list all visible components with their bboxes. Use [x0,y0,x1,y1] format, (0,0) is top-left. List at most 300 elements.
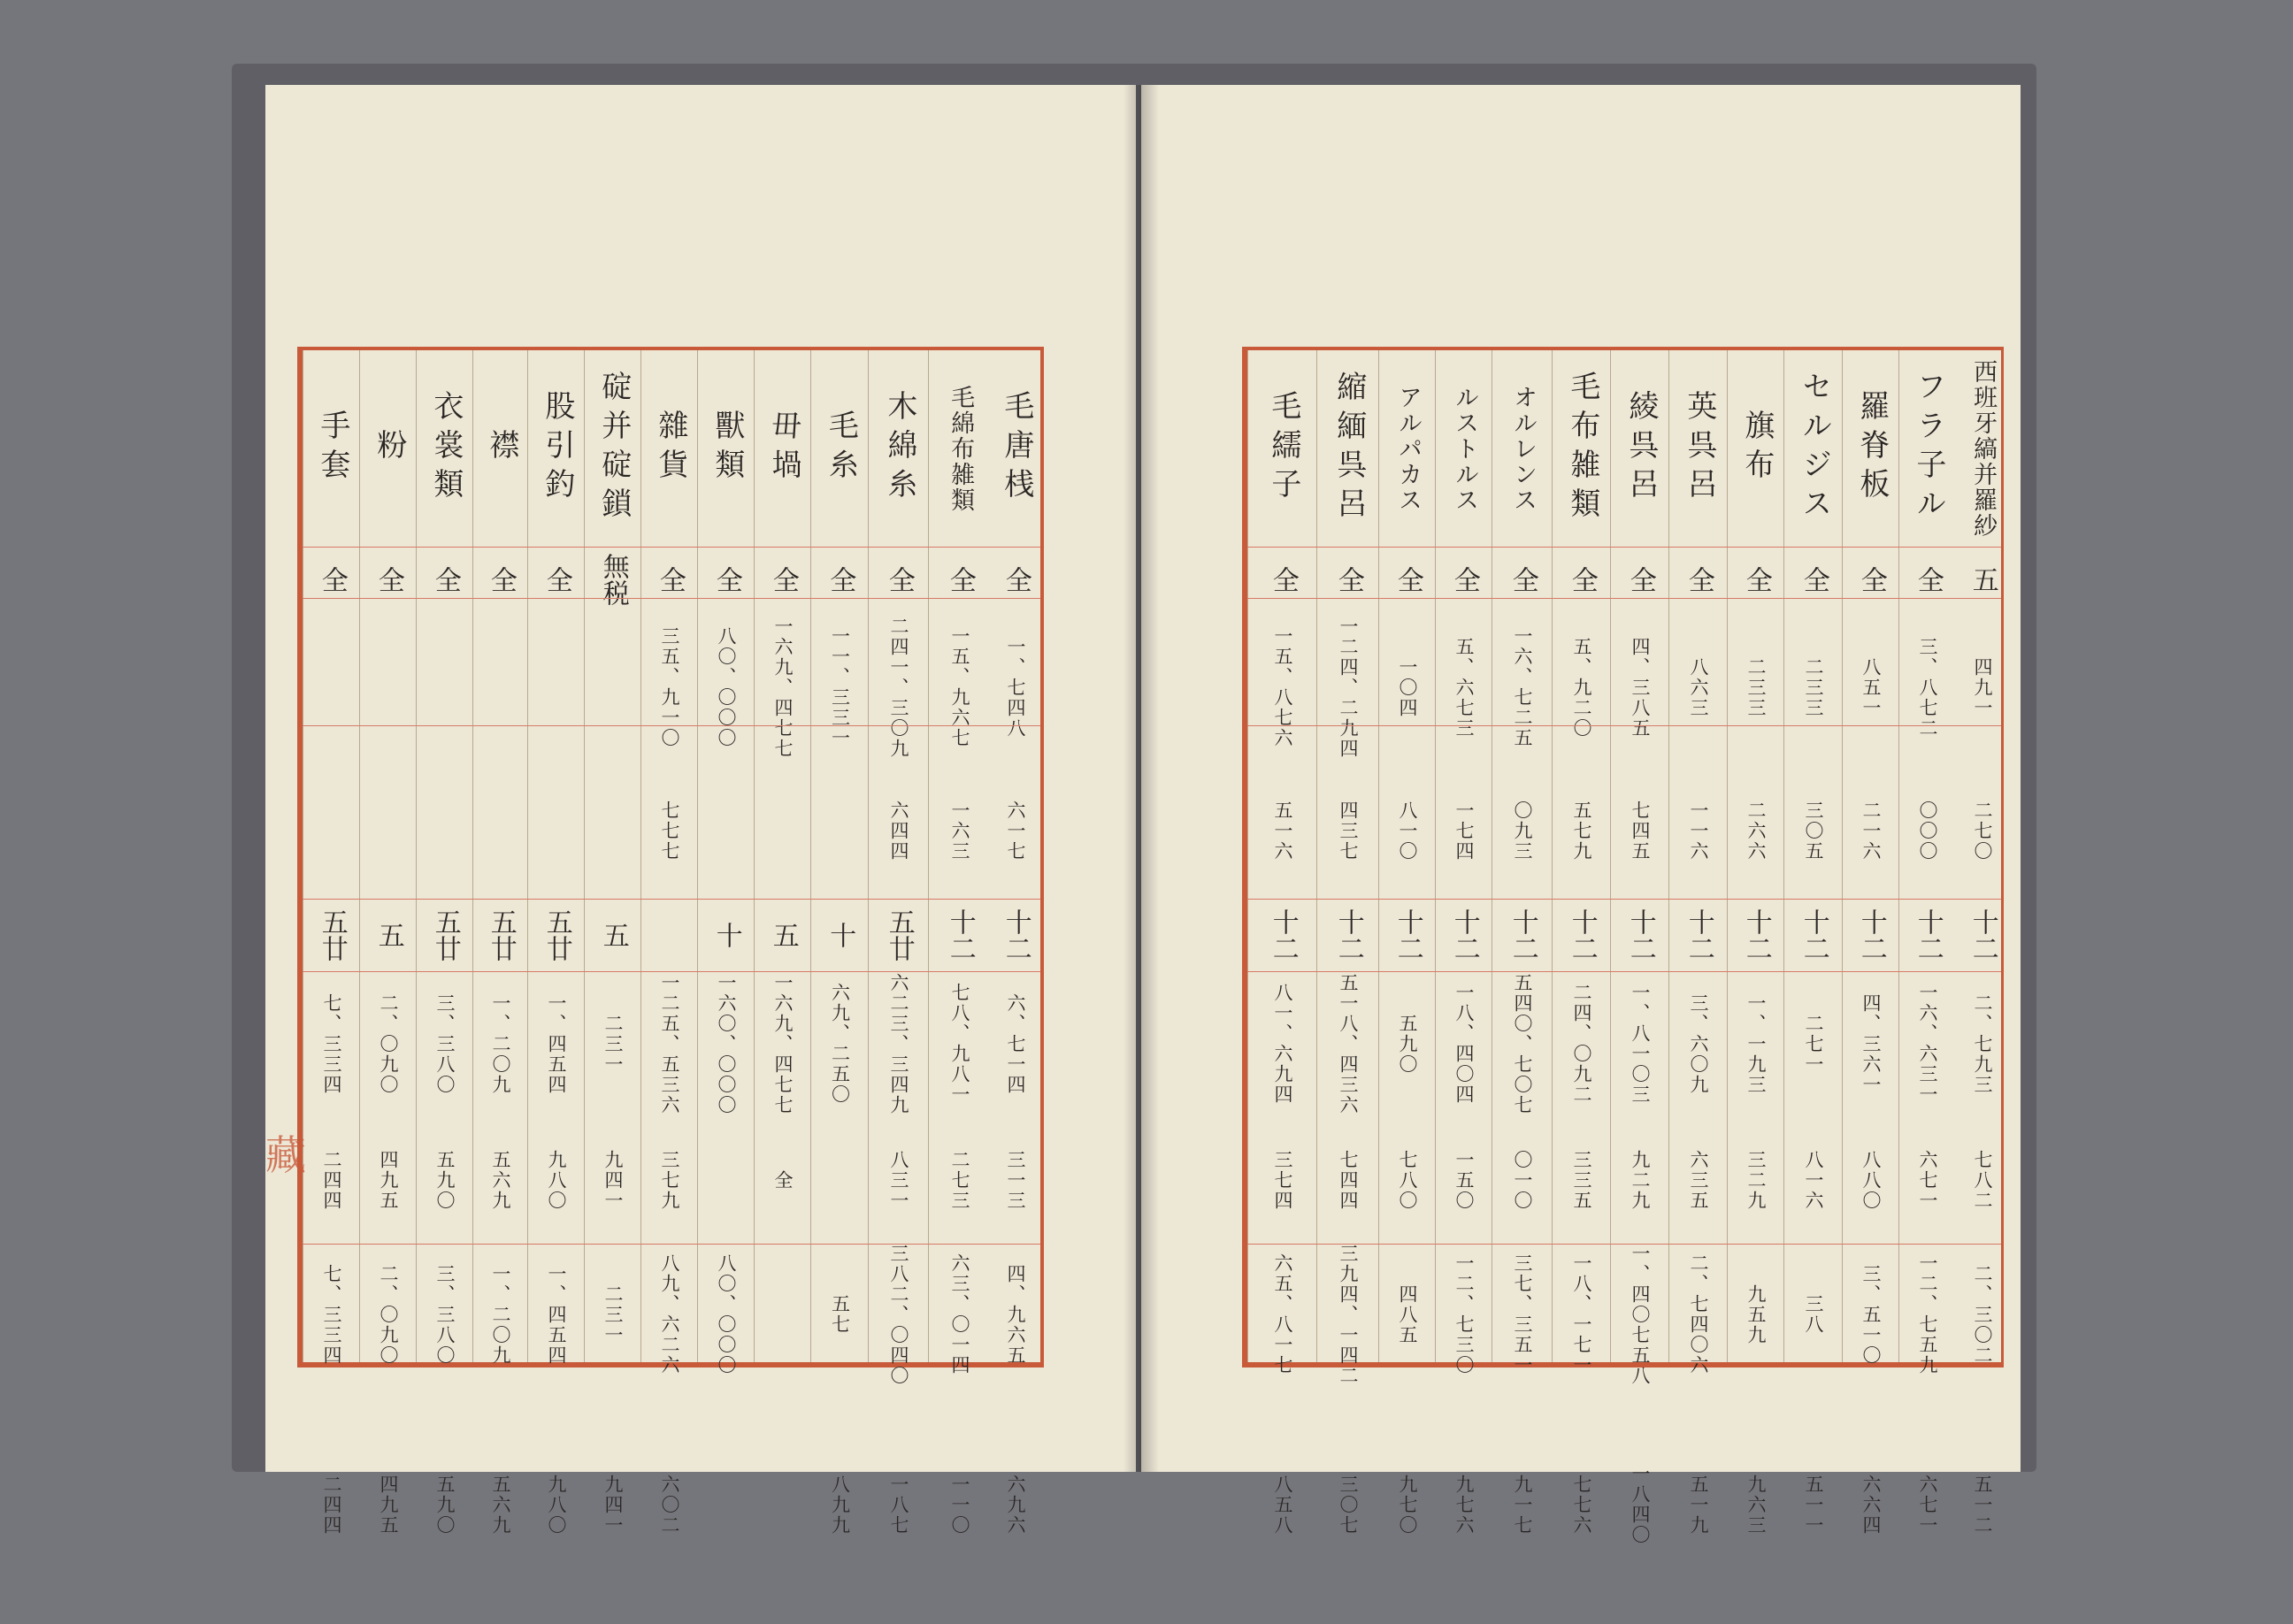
item-name [585,350,641,547]
value-cell [303,1244,360,1385]
value-cell [755,971,811,1116]
value-cell [929,1116,991,1244]
table-column [1378,350,1436,1536]
v4-text: 八一六 [1803,1149,1825,1211]
unit-text: 十二 [1912,908,1944,961]
unit-text: 五 [597,922,629,948]
v4-text: 三七四 [1272,1149,1294,1211]
book-gutter [1123,85,1159,1472]
v5-text: 三八二、〇四〇 [888,1243,910,1386]
v2-text: 〇〇〇 [1917,800,1939,862]
value-cell [1728,762,1784,899]
value-cell [811,762,869,899]
v4-text: 三一三 [1005,1149,1027,1211]
v2-text: 〇九三 [1512,800,1534,862]
name-text: ルストルス [1451,384,1479,513]
value-cell [1379,1244,1436,1385]
mark-text: 全 [1332,566,1364,593]
name-text: 縮緬呉呂 [1331,371,1367,526]
duty-mark [585,547,641,612]
v1-text: 二三三 [1803,656,1825,718]
v6-text: 五一九 [1688,1474,1710,1536]
v5-text: 一、四五四 [546,1263,568,1366]
v4-text: 二四四 [321,1149,343,1211]
duty-mark [303,547,360,612]
value-cell [1784,1385,1843,1624]
unit-text: 十二 [1000,908,1031,961]
name-text: 毛唐桟 [998,390,1034,507]
value-cell [1248,1116,1317,1244]
value-cell [473,762,528,899]
v1-text: 一六、七二五 [1512,626,1534,748]
value-cell [869,1244,929,1385]
mark-text: 全 [944,566,976,593]
v1-text: 五、九二〇 [1571,636,1593,739]
value-cell [1492,612,1553,762]
value-cell [1784,1244,1843,1385]
v3-text: 八一、六九四 [1272,983,1294,1105]
mark-text: 全 [1855,566,1887,593]
v1-text: 一五、八七六 [1272,626,1294,748]
v6-text: 五一一 [1803,1474,1825,1536]
item-name [1492,350,1553,547]
value-cell [528,612,585,762]
value-cell [1899,1116,1956,1244]
rate-cell [1843,899,1899,971]
left-table [297,347,1044,1536]
value-cell [1317,1116,1379,1244]
value-cell [929,1385,991,1624]
right-table [1242,347,2004,1545]
value-cell [929,971,991,1116]
rate-cell [641,899,698,971]
unit-text: 五廿 [485,908,517,961]
value-cell [473,612,528,762]
name-text: 獸類 [709,410,745,487]
value-cell [1843,1385,1899,1624]
value-cell [1669,1385,1728,1624]
v5-text: 七、三三四 [321,1263,343,1366]
mark-text: 全 [541,566,572,593]
rate-cell [1553,899,1611,971]
duty-mark [528,547,585,612]
value-cell [990,762,1041,899]
v6-text: 六〇二 [659,1474,681,1536]
v2-text: 二七〇 [1972,800,1994,862]
v5-text: 一八、一七一 [1571,1253,1593,1375]
value-cell [1784,762,1843,899]
value-cell [869,762,929,899]
v6-text: 五六九 [490,1474,512,1536]
value-cell [528,1116,585,1244]
v3-text: 三、三八〇 [434,992,456,1095]
v5-text: 六五、八一七 [1272,1253,1294,1375]
v5-text: 二、七四〇六 [1688,1253,1710,1375]
name-text: 雜貨 [652,410,688,487]
v2-text: 八一〇 [1397,800,1419,862]
v6-text: 二四四 [321,1474,343,1536]
unit-text: 十二 [1683,908,1714,961]
v4-text: 〇一〇 [1512,1149,1534,1211]
unit-text: 十二 [1967,908,1998,961]
mark-text: 全 [710,566,742,593]
v1-text: 一一、三三一 [829,626,851,748]
value-cell [585,612,641,762]
name-text: 手套 [314,410,350,487]
v5-text: 二三一 [602,1283,625,1345]
item-name [1248,350,1317,547]
value-cell [755,1116,811,1244]
value-cell [990,1244,1041,1385]
row-rule [1247,725,2001,726]
item-name [1669,350,1728,547]
duty-mark [1317,547,1379,612]
duty-mark [990,547,1041,612]
table-column [697,350,755,1375]
v2-text: 六四四 [888,800,910,862]
v4-text: 九二九 [1630,1149,1652,1211]
unit-text: 十二 [1624,908,1656,961]
rate-cell [1955,899,2010,971]
value-cell [1248,971,1317,1116]
unit-text: 十二 [1566,908,1598,961]
table-column [1610,350,1669,1545]
duty-mark [698,547,755,612]
v1-text: 八五一 [1860,656,1883,718]
value-cell [1611,1244,1669,1385]
unit-text: 五 [767,922,799,948]
v5-text: 五七 [829,1294,851,1335]
value-cell [1436,1116,1492,1244]
value-cell [1899,612,1956,762]
row-rule [1247,899,2001,900]
unit-text: 五 [372,922,404,948]
unit-text: 十二 [1267,908,1299,961]
rate-cell [1669,899,1728,971]
v1-text: 一二四、二九四 [1338,616,1360,759]
v3-text: 二、〇九〇 [378,992,400,1095]
value-cell [755,612,811,762]
v1-text: 八〇、〇〇〇 [716,626,738,748]
unit-text: 十二 [1332,908,1364,961]
value-cell [1248,762,1317,899]
duty-mark [811,547,869,612]
value-cell [1317,1385,1379,1624]
rate-cell [755,899,811,971]
value-cell [1784,612,1843,762]
v1-text: 五、六七三 [1453,636,1476,739]
v2-text: 一一六 [1688,800,1710,862]
value-cell [1553,1244,1611,1385]
item-name [1436,350,1492,547]
table-column [1898,350,1956,1536]
value-cell [641,1385,698,1624]
v3-text: 二七一 [1803,1013,1825,1075]
item-name [1955,350,2010,547]
value-cell [303,1385,360,1624]
row-rule [1247,1244,2001,1245]
value-cell [811,1385,869,1624]
v6-text: 六六四 [1860,1474,1883,1536]
mark-text: 全 [1566,566,1598,593]
v1-text: 二三三 [1745,656,1768,718]
rate-cell [698,899,755,971]
v5-text: 三七、三五一 [1512,1253,1534,1375]
value-cell [1669,1244,1728,1385]
table-column [1552,350,1611,1536]
name-text: 衣裳類 [427,390,464,507]
item-name [1379,350,1436,547]
row-rule [1247,598,2001,599]
table-column [303,350,360,1536]
mark-text: 全 [883,566,915,593]
value-cell [417,971,473,1116]
value-cell [528,1385,585,1624]
value-cell [1955,1116,2010,1244]
item-name [755,350,811,547]
mark-text: 全 [654,566,686,593]
item-name [1611,350,1669,547]
value-cell [698,1244,755,1385]
value-cell [1436,762,1492,899]
v4-text: 五六九 [490,1149,512,1211]
v4-text: 八三一 [888,1149,910,1211]
v6-text: 九六三 [1745,1474,1768,1536]
value-cell [1248,1385,1317,1624]
duty-mark [1728,547,1784,612]
rate-cell [1611,899,1669,971]
v2-text: 七七七 [659,800,681,862]
v4-text: 二七三 [949,1149,971,1211]
v2-text: 一六三 [949,800,971,862]
value-cell [1669,762,1728,899]
name-text: セルジス [1796,371,1832,526]
v3-text: 五四〇、七〇七 [1512,972,1534,1115]
value-cell [1955,612,2010,762]
value-cell [1843,1116,1899,1244]
rate-cell [528,899,585,971]
value-cell [1669,612,1728,762]
rate-cell [473,899,528,971]
v5-text: 一二、七五九 [1917,1253,1939,1375]
value-cell [1784,1116,1843,1244]
value-cell [1492,1244,1553,1385]
name-text: 毛綿布雑類 [947,384,975,513]
v3-text: 七八、九八一 [949,983,971,1105]
value-cell [585,1116,641,1244]
table-column [1668,350,1728,1536]
table-column [868,350,929,1536]
v3-text: 六九、二五〇 [829,983,851,1105]
v3-text: 一、二〇九 [490,992,512,1095]
value-cell [1899,1385,1956,1624]
v6-text: 九八〇 [546,1474,568,1536]
value-cell [1611,1385,1669,1624]
duty-mark [1955,547,2010,612]
v5-text: 一、二〇九 [490,1263,512,1366]
v3-text: 一八、四〇四 [1453,983,1476,1105]
v6-text: 五九〇 [434,1474,456,1536]
name-text: 綾呉呂 [1622,390,1659,507]
value-cell [869,1385,929,1624]
row-rule [303,1244,1040,1245]
table-column [1247,350,1317,1536]
value-cell [1553,612,1611,762]
value-cell [473,971,528,1116]
value-cell [1784,971,1843,1116]
v6-text: 一一〇 [949,1474,971,1536]
marginal-seal: 藏 [265,1131,306,1179]
value-cell [1955,762,2010,899]
v1-text: 二四一、三〇九 [888,616,910,759]
value-cell [1669,1116,1728,1244]
value-cell [929,612,991,762]
value-cell [585,971,641,1116]
unit-text: 十二 [1855,908,1887,961]
item-name [1899,350,1956,547]
table-column [1783,350,1843,1536]
value-cell [641,971,698,1116]
v6-text: 九一七 [1512,1474,1534,1536]
value-cell [1955,971,2010,1116]
value-cell [698,1385,755,1624]
value-cell [473,1244,528,1385]
name-text: 毛布雑類 [1564,371,1600,526]
value-cell [698,971,755,1116]
v5-text: 二、三〇二 [1972,1263,1994,1366]
value-cell [473,1385,528,1624]
rate-cell [869,899,929,971]
value-cell [1248,1244,1317,1385]
value-cell [811,1116,869,1244]
rate-cell [1379,899,1436,971]
v6-text: 一八四〇 [1630,1464,1652,1545]
value-cell [641,762,698,899]
v4-text: 三三五 [1571,1149,1593,1211]
duty-mark [1611,547,1669,612]
mark-text: 全 [824,566,856,593]
table-column [359,350,417,1536]
row-rule [1247,971,2001,972]
v2-text: 二一六 [1860,800,1883,862]
mark-text: 全 [1912,566,1944,593]
unit-text: 十二 [1798,908,1829,961]
mark-text: 無税 [597,553,629,606]
v4-text: 六三五 [1688,1149,1710,1211]
rate-cell [585,899,641,971]
table-column [1727,350,1784,1536]
item-name [641,350,698,547]
value-cell [1317,1244,1379,1385]
value-cell [585,762,641,899]
value-cell [1379,762,1436,899]
table-column [416,350,473,1536]
rate-cell [929,899,991,971]
rate-cell [1728,899,1784,971]
rate-cell [1492,899,1553,971]
v5-text: 八〇、〇〇〇 [716,1253,738,1375]
value-cell [1843,971,1899,1116]
value-cell [1379,1116,1436,1244]
mark-text: 全 [429,566,461,593]
duty-mark [473,547,528,612]
value-cell [303,762,360,899]
value-cell [1728,971,1784,1116]
value-cell [869,1116,929,1244]
value-cell [755,762,811,899]
v3-text: 六二三、三四九 [888,972,910,1115]
row-rule [303,971,1040,972]
v2-text: 五七九 [1571,800,1593,862]
v4-text: 九八〇 [546,1149,568,1211]
left-page [265,85,1136,1536]
table-column [584,350,641,1536]
value-cell [1669,971,1728,1116]
value-cell [1317,762,1379,899]
value-cell [1899,1244,1956,1385]
value-cell [360,612,417,762]
duty-mark [1899,547,1956,612]
value-cell [811,612,869,762]
value-cell [641,1116,698,1244]
item-name [1317,350,1379,547]
value-cell [1492,1116,1553,1244]
value-cell [585,1244,641,1385]
v6-text: 八九九 [829,1474,851,1536]
value-cell [417,1385,473,1624]
value-cell [1553,1385,1611,1624]
value-cell [755,1244,811,1385]
v2-text: 七四五 [1630,800,1652,862]
value-cell [1492,971,1553,1116]
v4-text: 七八二 [1972,1149,1994,1211]
v3-text: 一、一九三 [1745,992,1768,1095]
unit-text: 五廿 [883,908,915,961]
v3-text: 一二五、五三六 [659,972,681,1115]
rate-cell [1899,899,1956,971]
value-cell [1611,971,1669,1116]
value-cell [1317,612,1379,762]
duty-mark [1248,547,1317,612]
v5-text: 三、五一〇 [1860,1263,1883,1366]
v6-text: 六七一 [1917,1474,1939,1536]
value-cell [1728,1385,1784,1624]
item-name [303,350,360,547]
v6-text: 九七〇 [1397,1474,1419,1536]
value-cell [1899,971,1956,1116]
value-cell [528,762,585,899]
value-cell [528,971,585,1116]
table-column [810,350,869,1536]
table-column [527,350,585,1536]
value-cell [528,1244,585,1385]
value-cell [585,1385,641,1624]
value-cell [698,1116,755,1244]
v6-text: 七七六 [1571,1474,1593,1536]
v3-text: 一、八一〇三 [1630,983,1652,1105]
v6-text: 九四一 [602,1474,625,1536]
v5-text: 四八五 [1397,1283,1419,1345]
value-cell [929,1244,991,1385]
duty-mark [755,547,811,612]
right-page [1141,85,2021,1545]
value-cell [417,612,473,762]
duty-mark [1843,547,1899,612]
v3-text: 六、七一四 [1005,992,1027,1095]
value-cell [1728,612,1784,762]
item-name [869,350,929,547]
v1-text: 一五、九六七 [949,626,971,748]
